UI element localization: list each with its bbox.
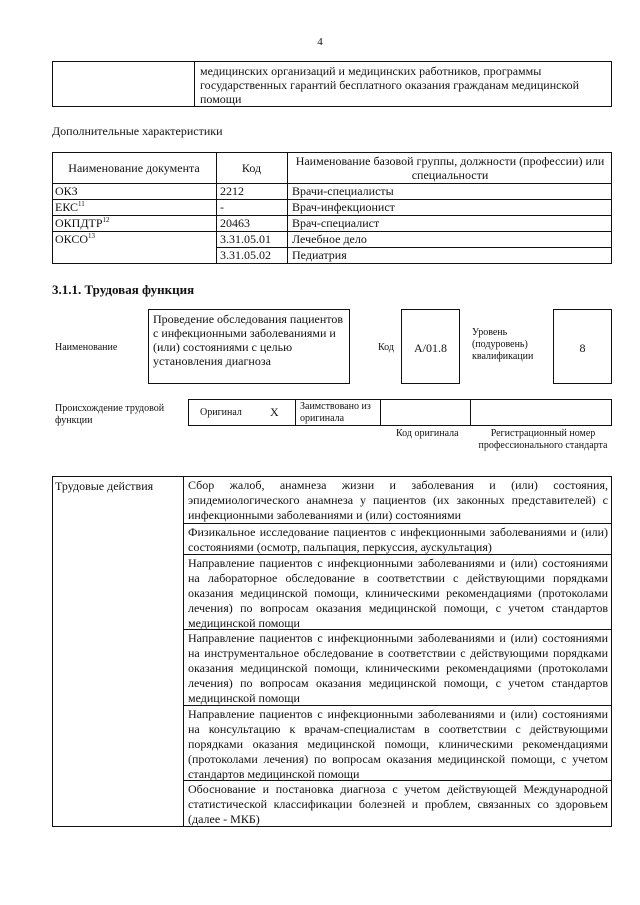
labor-action-item: Направление пациентов с инфекционными заболеваниями и (или) состояниями на консультацию к врачам-специалистам в соответствии с действующими порядками оказания медицинской помощи, клиническими рекомендациями (протоколами лечения) по вопросам оказания медицинской помощи, с учетом стандартов медицинской помощи	[188, 707, 608, 781]
additional-heading: Дополнительные характеристики	[52, 124, 223, 138]
header-group: Наименование базовой группы, должности (профессии) или специальности	[295, 154, 605, 182]
function-code-value: А/01.8	[414, 341, 447, 355]
code-original-label: Код оригинала	[396, 428, 459, 439]
code-label: Код	[378, 342, 394, 353]
row-name: Врач-инфекционист	[292, 200, 395, 214]
original-label: Оригинал	[200, 407, 242, 418]
row-name: Педиатрия	[292, 248, 347, 262]
labor-action-item: Физикальное исследование пациентов с инфекционными заболеваниями и (или) состояниями (осмотр, пальпация, перкуссия, аускультация)	[188, 525, 608, 554]
row-code: 20463	[220, 216, 250, 230]
row-doc: ОКСО$^{13}$	[55, 232, 96, 246]
original-mark: Х	[270, 405, 279, 419]
level-value: 8	[579, 341, 586, 355]
name-label: Наименование	[55, 342, 118, 353]
row-doc: ОКПДТР$^{12}$	[55, 216, 110, 230]
origin-label: Происхождение трудовой функции	[55, 403, 165, 426]
labor-action-item: Направление пациентов с инфекционными заболеваниями и (или) состояниями на лабораторное обследование в соответствии с действующими порядками оказания медицинской помощи, клиническими рекомендациями (протоколами лечения) по вопросам оказания медицинской помощи, с учетом стандартов медицинской помощи	[188, 556, 608, 630]
function-code-box	[401, 309, 460, 384]
level-box	[553, 309, 612, 384]
row-code: 3.31.05.01	[220, 232, 271, 246]
row-code: 3.31.05.02	[220, 248, 271, 262]
header-document: Наименование документа	[68, 161, 200, 175]
borrowed-label: Заимствовано из оригинала	[300, 401, 371, 424]
row-name: Врачи-специалисты	[292, 184, 394, 198]
labor-actions-label: Трудовые действия	[55, 479, 154, 493]
origin-table	[188, 399, 612, 426]
header-code: Код	[241, 161, 262, 175]
row-code: -	[220, 200, 224, 214]
labor-action-item: Сбор жалоб, анамнеза жизни и заболевания и (или) состояния, эпидемиологического анамнеза у пациентов (их законных представителей) с инфекционными заболеваниями и (или) состояниями	[188, 478, 608, 522]
row-code: 2212	[220, 184, 244, 198]
function-name-value: Проведение обследования пациентов с инфекционными заболеваниями и (или) состояниями с целью установления диагноза	[153, 312, 344, 368]
level-label: Уровень (подуровень) квалификации	[472, 327, 534, 362]
row-doc: ОКЗ	[55, 184, 78, 198]
row-name: Лечебное дело	[292, 232, 367, 246]
function-name-box	[148, 309, 350, 384]
labor-action-item: Обоснование и постановка диагноза с учетом действующей Международной статистической классификации болезней и проблем, связанных со здоровьем (далее - МКБ)	[188, 782, 608, 826]
reg-number-label: Регистрационный номер профессионального стандарта	[478, 428, 608, 451]
row-doc: ЕКС$^{11}$	[55, 200, 85, 214]
labor-action-item: Направление пациентов с инфекционными заболеваниями и (или) состояниями на инструментальное обследование в соответствии с действующими порядками оказания медицинской помощи, клиническими рекомендациями (протоколами лечения) по вопросам оказания медицинской помощи, с учетом стандартов медицинской помощи	[188, 631, 608, 705]
continuation-text: медицинских организаций и медицинских работников, программы государственных гарантий бесплатного оказания гражданам медицинской помощи	[200, 64, 580, 106]
row-name: Врач-специалист	[292, 216, 380, 230]
function-heading: 3.1.1. Трудовая функция	[52, 282, 195, 297]
page-number: 4	[317, 36, 323, 48]
